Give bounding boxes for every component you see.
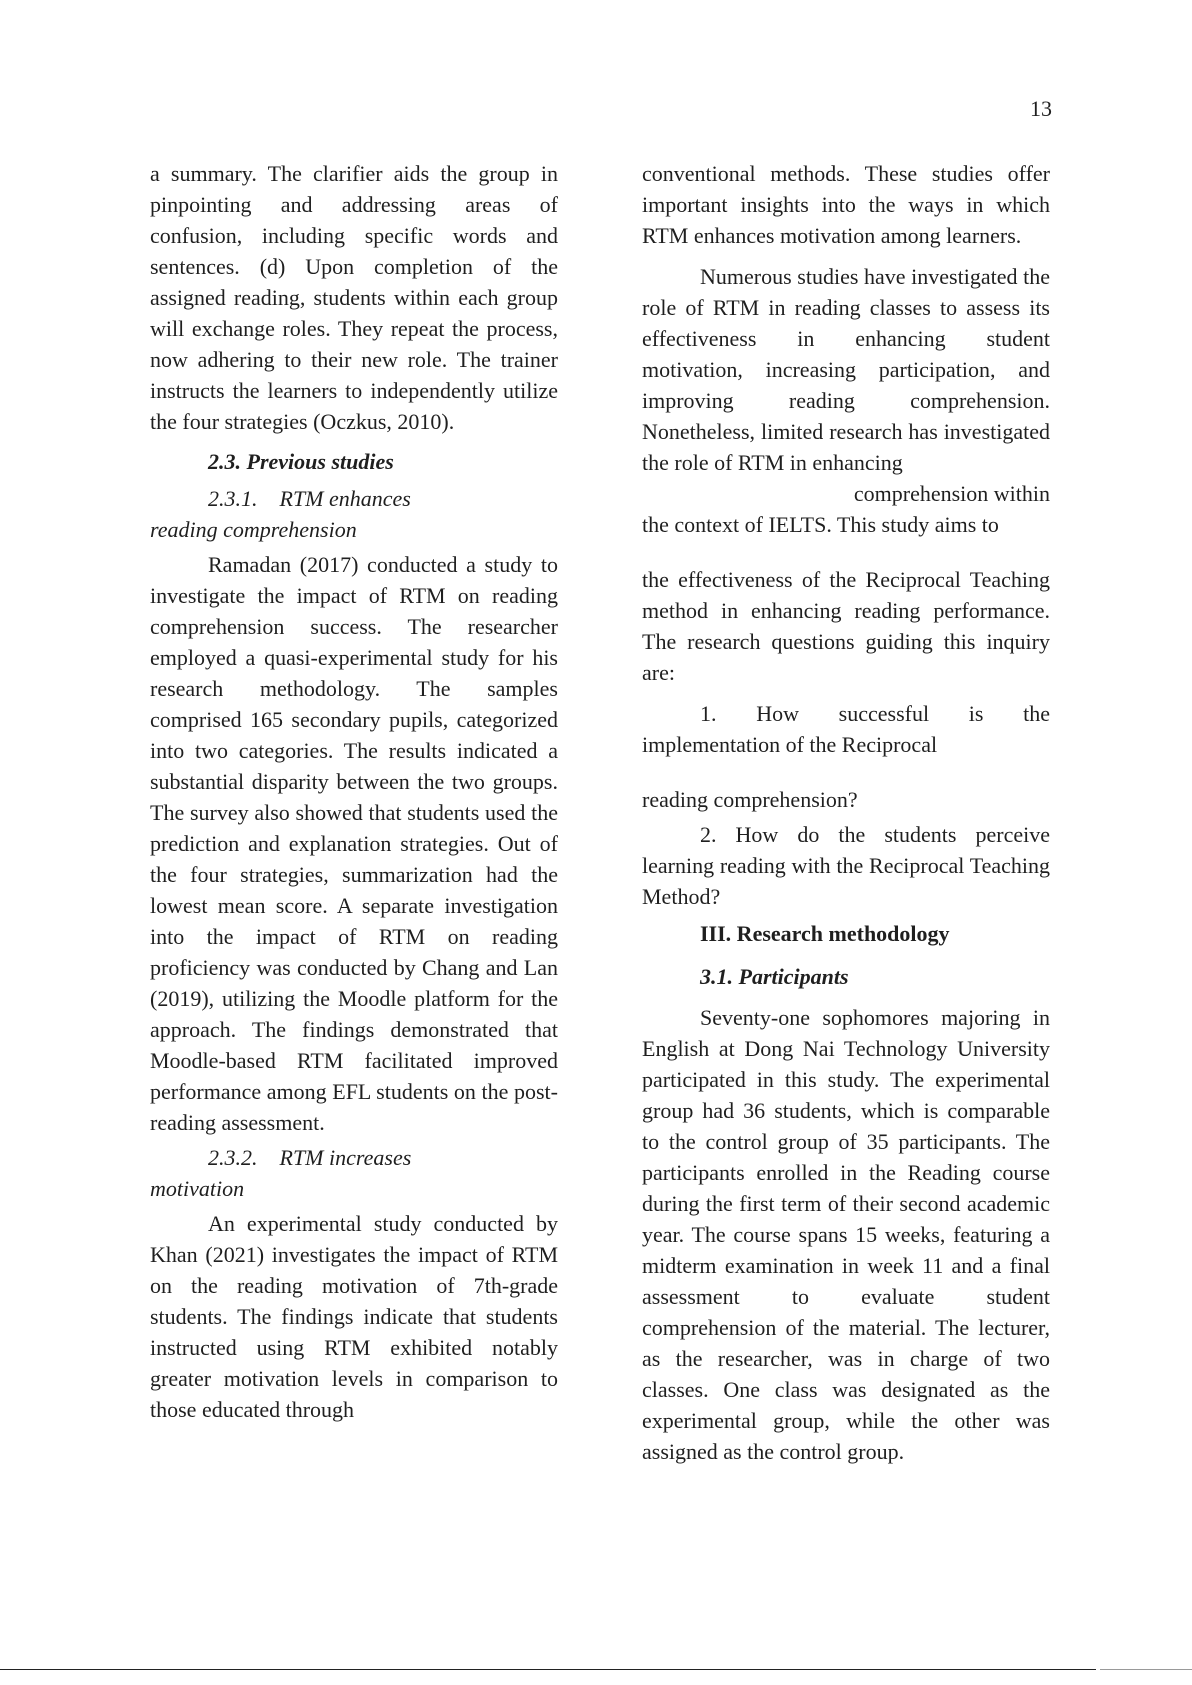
subsection-number: 2.3.2.: [208, 1145, 258, 1170]
page-number: 13: [1030, 96, 1052, 121]
section-heading-previous-studies: 2.3. Previous studies: [208, 449, 394, 474]
subsection-heading-participants: 3.1. Participants: [700, 964, 849, 989]
subsection-title: RTM increases: [279, 1145, 412, 1170]
subsection-number: 2.3.1.: [208, 486, 258, 511]
subsection-title-continued: reading comprehension: [150, 517, 357, 542]
research-question-2: 2. How do the students perceive learning reading with the Reciprocal Teaching Method?: [642, 822, 1050, 909]
subsection-heading-2-3-1: [150, 483, 558, 545]
paragraph-ramadan: Ramadan (2017) conducted a study to investigate the impact of RTM on reading comprehension success. The researcher employed a quasi-experimental study for his research methodology. The samples comprised 165 secondary pupils, categorized into two categories. The results indicated a substantial disparity between the two groups. The survey also showed that students used the prediction and explanation strategies. Out of the four strategies, summarization had the lowest mean score. A separate investigation into the impact of RTM on reading proficiency was conducted by Chang and Lan (2019), utilizing the Moodle platform for the approach. The findings demonstrated that Moodle-based RTM facilitated improved performance among EFL students on the post-reading assessment.: [150, 552, 558, 1135]
paragraph-numerous-studies: Numerous studies have investigated the role of RTM in reading classes to assess its effectiveness in enhancing student motivation, increasing participation, and improving reading comprehension. Nonetheless, limited research has investigated the role of RTM in enhancing: [642, 264, 1050, 475]
paragraph-khan: An experimental study conducted by Khan (2021) investigates the impact of RTM on the reading motivation of 7th-grade students. The findings indicate that students instructed using RTM exhibited notably greater motivation levels in comparison to those educated through: [150, 1211, 558, 1422]
section-heading-research-methodology: III. Research methodology: [700, 921, 950, 946]
paragraph-summary-roles: a summary. The clarifier aids the group in pinpointing and addressing areas of confusion, including specific words and sentences. (d) Upon completion of the assigned reading, students within each group will exchange roles. They repeat the process, now adhering to their new role. The trainer instructs the learners to independently utilize the four strategies (Oczkus, 2010).: [150, 161, 558, 434]
paragraph-effectiveness: the effectiveness of the Reciprocal Teaching method in enhancing reading performance. The research questions guiding this inquiry are:: [642, 567, 1050, 685]
paragraph-numerous-studies-end: the context of IELTS. This study aims to: [642, 512, 999, 537]
subsection-title: RTM enhances: [279, 486, 411, 511]
research-question-1: 1. How successful is the implementation of the Reciprocal: [642, 701, 1050, 757]
paragraph-participants: Seventy-one sophomores majoring in English at Dong Nai Technology University participated in this study. The experimental group had 36 students, which is comparable to the control group of 35 participants. The participants enrolled in the Reading course during the first term of their second academic year. The course spans 15 weeks, featuring a midterm examination in week 11 and a final assessment to evaluate student comprehension of the material. The lecturer, as the researcher, was in charge of two classes. One class was designated as the experimental group, while the other was assigned as the control group.: [642, 1005, 1050, 1464]
subsection-title-continued: motivation: [150, 1176, 245, 1201]
subsection-heading-2-3-2: [150, 1142, 558, 1204]
footer-rule: [0, 1669, 1096, 1670]
paragraph-numerous-studies-fragment: comprehension within: [853, 481, 1050, 506]
right-column: [642, 158, 1050, 1467]
left-column: [150, 158, 558, 1425]
footer-rule-stub: [1100, 1669, 1192, 1670]
research-question-1-end: reading comprehension?: [642, 787, 858, 812]
paragraph-conventional-methods: conventional methods. These studies offer important insights into the ways in which RTM enhances motivation among learners.: [642, 161, 1050, 248]
